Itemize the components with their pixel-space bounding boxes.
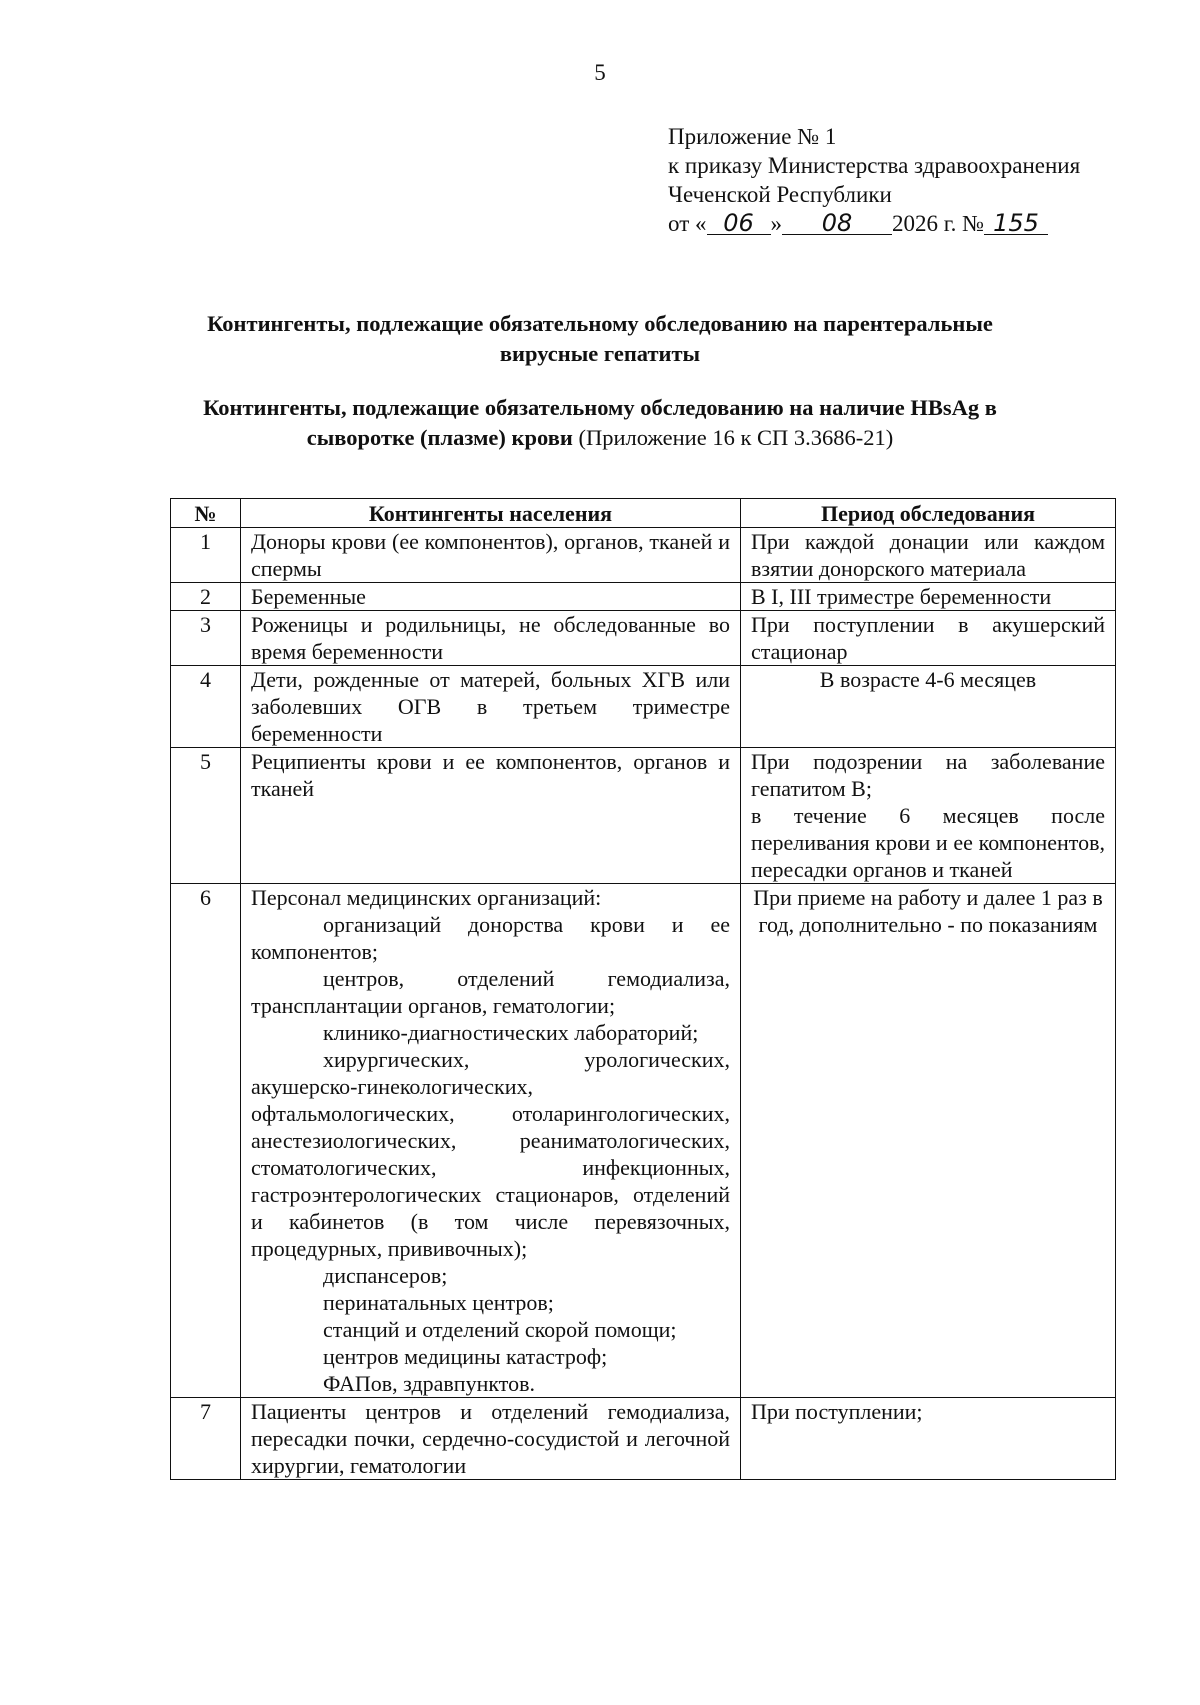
date-prefix: от « — [668, 211, 707, 236]
document-title — [0, 309, 1200, 369]
row-number: 5 — [171, 748, 241, 884]
row-period — [741, 748, 1116, 884]
table-title-line-1: Контингенты, подлежащие обязательному обследованию на наличие HBsAg в — [203, 395, 997, 420]
staff-item: клинико-диагностических лабораторий; — [323, 1020, 699, 1045]
row-contingent: Пациенты центров и отделений гемодиализа, пересадки почки, сердечно-сосудистой и легочной хирургии, гематологии — [241, 1398, 741, 1480]
row-number: 3 — [171, 611, 241, 666]
title-line-1: Контингенты, подлежащие обязательному обследованию на парентеральные — [207, 311, 993, 336]
staff-item: диспансеров; — [323, 1263, 448, 1288]
date-mid: » — [770, 211, 782, 236]
annex-block — [668, 122, 1080, 238]
annex-line-2: к приказу Министерства здравоохранения — [668, 153, 1081, 178]
header-contingents: Контингенты населения — [241, 499, 741, 528]
row-period: В I, III триместре беременности — [741, 583, 1116, 611]
table-row — [171, 748, 1116, 884]
row-period-part-2: в течение 6 месяцев после переливания крови и ее компонентов, пересадки органов и тканей — [751, 803, 1105, 882]
row-period: При поступлении; — [741, 1398, 1116, 1480]
row-period: При приеме на работу и далее 1 раз в год, дополнительно - по показаниям — [741, 884, 1116, 1398]
handwritten-day: 06 — [707, 212, 771, 235]
row-contingent: Доноры крови (ее компонентов), органов, тканей и спермы — [241, 528, 741, 583]
table-row — [171, 884, 1116, 1398]
row-number: 6 — [171, 884, 241, 1398]
row-period: При каждой донации или каждом взятии донорского материала — [741, 528, 1116, 583]
table-row — [171, 611, 1116, 666]
table-title-bold-part: сыворотке (плазме) крови — [306, 425, 573, 450]
header-number: № — [171, 499, 241, 528]
staff-item: перинатальных центров; — [323, 1290, 554, 1315]
row-number: 1 — [171, 528, 241, 583]
page-number: 5 — [594, 60, 606, 85]
handwritten-order-number: 155 — [984, 212, 1048, 235]
row-period: При поступлении в акушерский стационар — [741, 611, 1116, 666]
handwritten-month: 08 — [782, 212, 892, 235]
table-header-row — [171, 499, 1116, 528]
table-row — [171, 528, 1116, 583]
row-contingent: Беременные — [241, 583, 741, 611]
row-number: 7 — [171, 1398, 241, 1480]
staff-item: центров, отделений гемодиализа, трансплантации органов, гематологии; — [251, 966, 730, 1018]
header-period: Период обследования — [741, 499, 1116, 528]
row-contingent: Реципиенты крови и ее компонентов, органов и тканей — [241, 748, 741, 884]
year-text: 2026 г. № — [892, 211, 985, 236]
row-period: В возрасте 4-6 месяцев — [741, 666, 1116, 748]
annex-line-1: Приложение № 1 — [668, 124, 837, 149]
staff-item: хирургических, урологических, акушерско-гинекологических, офтальмологических, отоларингологических, анестезиологических, реаниматологических, стоматологических, инфекционных, гастроэнтерологических стационаров, отделений и кабинетов (в том числе перевязочных, процедурных, прививочных); — [251, 1047, 730, 1261]
row-number: 4 — [171, 666, 241, 748]
table-row — [171, 1398, 1116, 1480]
staff-item: центров медицины катастроф; — [323, 1344, 608, 1369]
row-period-part-1: При подозрении на заболевание гепатитом В; — [751, 749, 1105, 801]
staff-item: станций и отделений скорой помощи; — [323, 1317, 677, 1342]
table-title-line-2 — [0, 423, 1200, 453]
staff-intro: Персонал медицинских организаций: — [251, 885, 602, 910]
contingents-table — [170, 498, 1116, 1480]
annex-date-line — [668, 209, 1080, 238]
table-title — [0, 393, 1200, 453]
table-title-reference: (Приложение 16 к СП 3.3686-21) — [572, 425, 894, 450]
row-contingent: Дети, рожденные от матерей, больных ХГВ или заболевших ОГВ в третьем триместре беременности — [241, 666, 741, 748]
table-row — [171, 583, 1116, 611]
staff-item: организаций донорства крови и ее компонентов; — [251, 912, 730, 964]
annex-line-3: Чеченской Республики — [668, 182, 892, 207]
row-contingent — [241, 884, 741, 1398]
row-contingent: Роженицы и родильницы, не обследованные во время беременности — [241, 611, 741, 666]
table-row — [171, 666, 1116, 748]
row-number: 2 — [171, 583, 241, 611]
staff-item: ФАПов, здравпунктов. — [323, 1371, 535, 1396]
title-line-2: вирусные гепатиты — [499, 341, 701, 366]
